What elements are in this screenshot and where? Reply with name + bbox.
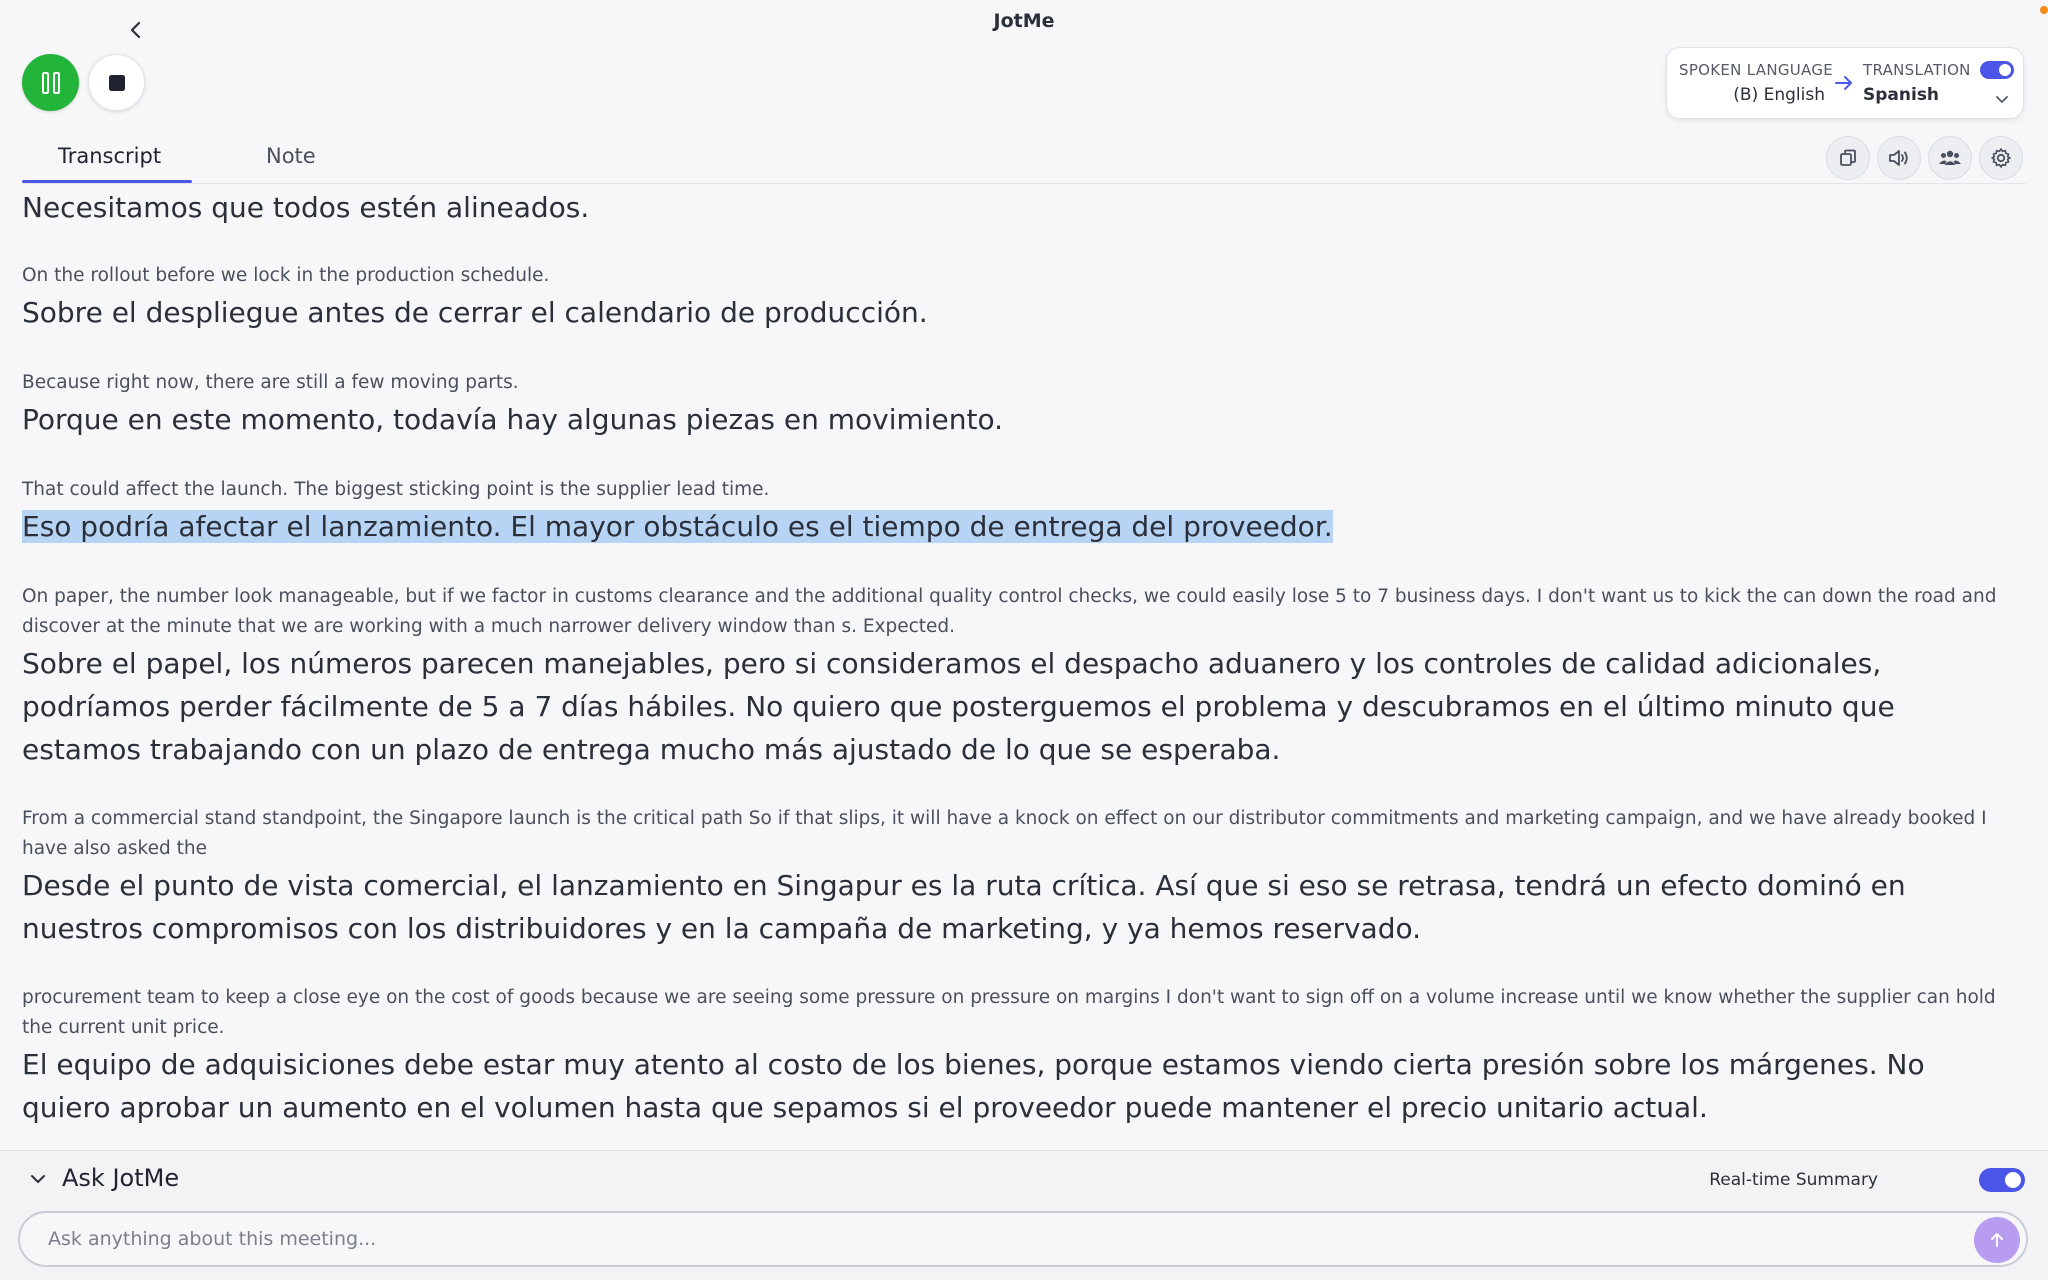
realtime-summary-toggle[interactable] <box>1979 1168 2025 1192</box>
transcript-entry <box>22 804 2022 950</box>
ask-title[interactable]: Ask JotMe <box>62 1164 180 1192</box>
chevron-down-icon[interactable] <box>26 1167 50 1191</box>
pause-button[interactable] <box>22 54 79 111</box>
audio-button[interactable] <box>1877 136 1921 180</box>
tab-note[interactable]: Note <box>266 144 316 168</box>
language-panel <box>1666 47 2024 119</box>
app-title: JotMe <box>993 10 1055 32</box>
source-text: On paper, the number look manageable, but if we factor in customs clearance and the additional quality control checks, we could easily lose 5 to 7 business days. I don't want us to kick the can down the road and discover at the minute that we are working with a much narrower delivery window than s. Expected. <box>22 586 1997 637</box>
tab-transcript[interactable]: Transcript <box>58 144 162 168</box>
spoken-language-value[interactable]: (B) English <box>1733 85 1825 105</box>
source-text: That could affect the launch. The biggest sticking point is the supplier lead time. <box>22 479 770 500</box>
translation-text: Necesitamos que todos estén alineados. <box>22 191 590 224</box>
send-button[interactable] <box>1974 1217 2020 1263</box>
ask-input-container <box>18 1211 2028 1267</box>
stop-icon <box>108 74 126 92</box>
translation-text: Porque en este momento, todavía hay algunas piezas en movimiento. <box>22 403 1004 436</box>
translation-text: Desde el punto de vista comercial, el lanzamiento en Singapur es la ruta crítica. Así que si eso se retrasa, tendrá un efecto dominó en nuestros compromisos con los distribuidores y en la campaña de marketing, y ya hemos reservado. <box>22 869 1906 945</box>
highlighted-translation-text: Eso podría afectar el lanzamiento. El mayor obstáculo es el tiempo de entrega del proveedor. <box>22 510 1333 543</box>
transcript-entry <box>22 186 2022 229</box>
copy-icon <box>1838 148 1858 168</box>
speaker-icon <box>1888 148 1910 168</box>
ask-input[interactable] <box>48 1223 1948 1255</box>
translation-text: El equipo de adquisiciones debe estar muy atento al costo de los bienes, porque estamos viendo cierta presión sobre los márgenes. No quiero aprobar un aumento en el volumen hasta que sepamos si el proveedor puede mantener el precio unitario actual. <box>22 1048 1925 1124</box>
settings-button[interactable] <box>1979 136 2023 180</box>
copy-button[interactable] <box>1826 136 1870 180</box>
transcript-list <box>22 186 2022 1148</box>
translation-text: Sobre el papel, los números parecen manejables, pero si consideramos el despacho aduanero y los controles de calidad adicionales, podríamos perder fácilmente de 5 a 7 días hábiles. No quiero que posterguemos el problema y descubramos en el último minuto que estamos trabajando con un plazo de entrega mucho más ajustado de lo que se esperaba. <box>22 647 1895 766</box>
status-dot <box>2040 6 2048 14</box>
arrow-right-icon <box>1833 72 1855 94</box>
realtime-summary-label: Real-time Summary <box>1709 1170 1878 1190</box>
transcript-entry <box>22 368 2022 441</box>
arrow-up-icon <box>1987 1230 2007 1250</box>
translation-label: TRANSLATION <box>1863 61 1971 79</box>
transcript-entry <box>22 983 2022 1129</box>
speakers-button[interactable] <box>1928 136 1972 180</box>
transcript-entry <box>22 261 2022 334</box>
transcript-entry <box>22 475 2022 548</box>
gear-icon <box>1990 147 2012 169</box>
transcript-entry <box>22 582 2022 771</box>
tab-bar <box>22 138 2026 184</box>
source-text: procurement team to keep a close eye on the cost of goods because we are seeing some pressure on pressure on margins I don't want to sign off on a volume increase until we know whether the supplier can hold the current unit price. <box>22 987 1996 1038</box>
spoken-language-label: SPOKEN LANGUAGE <box>1679 61 1834 79</box>
stop-button[interactable] <box>88 54 145 111</box>
translation-toggle[interactable] <box>1980 61 2014 79</box>
translation-text: Sobre el despliegue antes de cerrar el calendario de producción. <box>22 296 928 329</box>
source-text: Because right now, there are still a few moving parts. <box>22 372 519 393</box>
source-text: On the rollout before we lock in the production schedule. <box>22 265 550 286</box>
source-text: From a commercial stand standpoint, the Singapore launch is the critical path So if that slips, it will have a knock on effect on our distributor commitments and marketing campaign, and we have already booked I have also asked the <box>22 808 1987 859</box>
translation-language-value[interactable]: Spanish <box>1863 85 1940 105</box>
chevron-down-icon[interactable] <box>1993 90 2011 108</box>
people-icon <box>1938 148 1962 168</box>
ask-panel <box>0 1150 2048 1280</box>
active-tab-indicator <box>22 180 192 183</box>
pause-icon <box>40 71 62 95</box>
